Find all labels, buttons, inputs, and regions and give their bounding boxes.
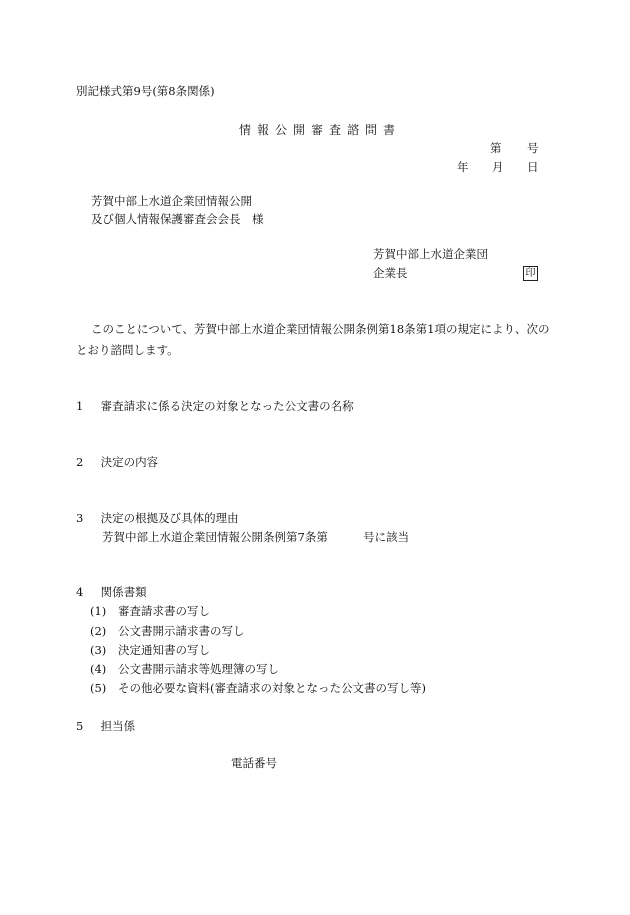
section-number: 5 (76, 719, 84, 733)
section-3 (76, 513, 239, 525)
section-heading: 担当係 (100, 719, 136, 733)
detail-suffix: 号に該当 (363, 530, 410, 544)
addressee-line1: 芳賀中部上水道企業団情報公開 (91, 194, 252, 208)
section-5 (76, 721, 135, 733)
section-3-detail (102, 532, 409, 544)
addressee-line2: 及び個人情報保護審査会会長 様 (91, 212, 264, 226)
list-item-number: (5) (90, 681, 107, 695)
seal-icon: 印 (523, 266, 538, 281)
list-item-label: 公文書開示請求等処理簿の写し (118, 662, 279, 676)
section-number: 2 (76, 455, 84, 469)
date-month: 月 (492, 160, 504, 174)
detail-prefix: 芳賀中部上水道企業団情報公開条例第7条第 (102, 530, 328, 544)
section-number: 4 (76, 585, 84, 599)
doc-number-suffix: 号 (527, 141, 539, 155)
phone-label: 電話番号 (231, 756, 277, 770)
list-item-number: (4) (90, 662, 107, 676)
list-item-label: 審査請求書の写し (118, 604, 210, 618)
list-item (90, 626, 245, 638)
list-item (90, 683, 426, 695)
section-heading: 審査請求に係る決定の対象となった公文書の名称 (100, 399, 354, 413)
list-item-number: (2) (90, 624, 107, 638)
sender-org: 芳賀中部上水道企業団 (373, 247, 488, 261)
date-day: 日 (527, 160, 539, 174)
section-1 (76, 401, 354, 413)
body-text-line2: とおり諮問します。 (76, 343, 179, 357)
list-item-number: (3) (90, 643, 107, 657)
section-number: 1 (76, 399, 84, 413)
list-item-label: その他必要な資料(審査請求の対象となった公文書の写し等) (118, 681, 426, 695)
list-item (90, 606, 210, 618)
section-heading: 関係書類 (100, 585, 147, 599)
section-2 (76, 457, 158, 469)
section-number: 3 (76, 511, 84, 525)
seal-mark (523, 266, 538, 281)
list-item-label: 決定通知書の写し (118, 643, 210, 657)
body-text-line1: このことについて、芳賀中部上水道企業団情報公開条例第18条第1項の規定により、次の (91, 322, 550, 336)
list-item (90, 664, 279, 676)
form-label: 別記様式第9号(第8条関係) (76, 84, 215, 98)
list-item (90, 645, 210, 657)
section-heading: 決定の内容 (100, 455, 159, 469)
section-heading: 決定の根拠及び具体的理由 (100, 511, 239, 525)
doc-number-prefix: 第 (490, 141, 502, 155)
sender-title: 企業長 (373, 266, 408, 280)
date-year: 年 (457, 160, 469, 174)
section-4 (76, 587, 147, 599)
list-item-number: (1) (90, 604, 107, 618)
document-title: 情報公開審査諮問書 (239, 123, 402, 137)
list-item-label: 公文書開示請求書の写し (118, 624, 245, 638)
